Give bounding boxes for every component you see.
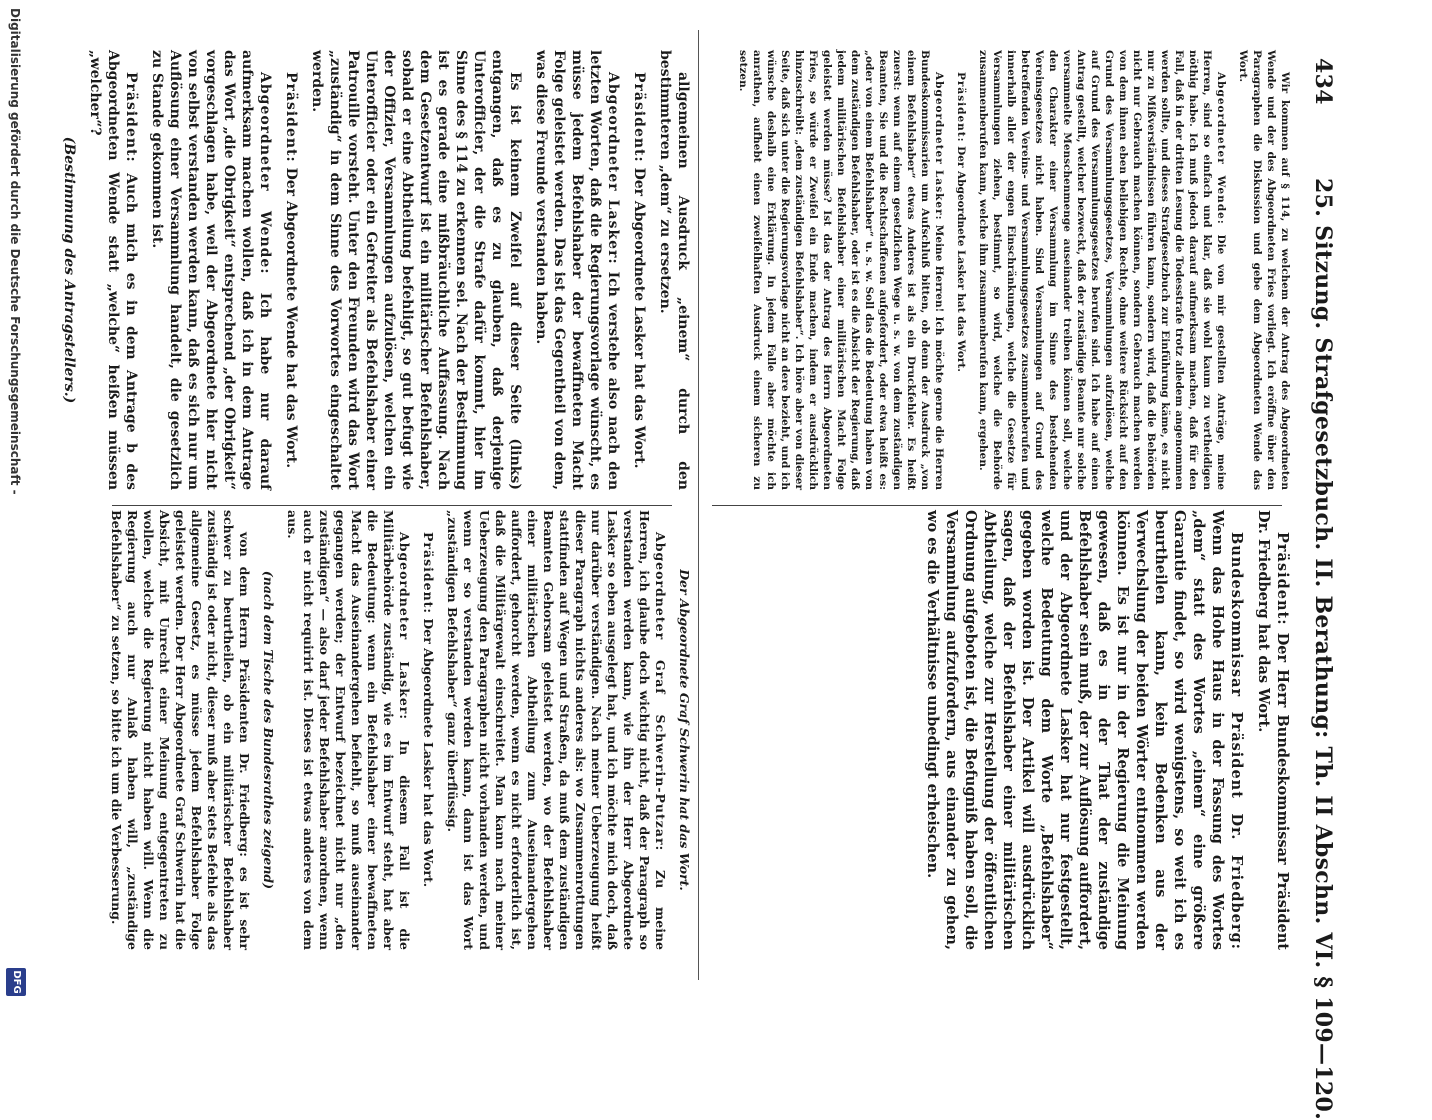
paragraph-text: von dem Herrn Präsidenten Dr. Friedberg: es ist sehr schwer zu beurtheilen, ob ein militärischer Befehlshaber zuständig ist oder nicht, dieser muß aber stets Befehle als das allgemeine Gesetz, es müsse jedem Befehlshaber Folge geleistet werden. Der Herr Abgeordnete Graf Schwerin hat die Absicht, mit Unrecht einer Meinung entgegentreten zu wollen, welche die Regierung nicht haben will. Wenn die Regierung auch nur Anlaß haben will, „zuständige Befehlshaber“ zu setzen, so bitte ich um die Verbesserung. (109, 510, 252, 950)
upper-page-section (702, 50, 1292, 950)
speaker-name: Abgeordneter Wende: (257, 72, 273, 275)
paragraph (444, 510, 668, 950)
paragraph-text: Meine Herren! Ich möchte gerne die Herren Bundeskommissarien um Aufschluß bitten, ob denn der Ausdruck „von einem Befehlshaber“ etwas Anderes ist als ein Druckfehler. Es heißt zuerst: wenn auf einem gesetzlichen Wege u. s. w. von dem zuständigen Beamten, Sie und die Rechtschaffenen aufgefordert, oder etwa heißt es: „oder von einem Befehlshaber“ u. s. w. Soll das die Bedeutung haben von dem zuständigen Befehlshaber, oder ist es die Absicht der Regierung, daß jedem militärischen Befehlshaber einer militärischen Macht Folge geleistet werden müsse? Ist das der Antrag des Herrn Abgeordneten Fries, so würde er Zweifel ein Ende machen, indem er ausdrücklich hinzuschreibt: „dem zuständigen Befehlshaber“. Ich höre aber von dieser Seite, daß sich unter die Regierungsvorlage nicht an dere bezieht, und ich wünsche deshalb eine Erklärung. In jedem Falle aber möchte ich anrathen, aufhebt einen zweifelhaften Ausdruck einem sicheren zu setzen. (737, 50, 945, 490)
speaker-name: Abgeordneter Wende: (1215, 72, 1227, 225)
lower-left-column (52, 50, 692, 490)
paragraph-text: Auch mich es in dem Antrage b des Abgeordneten Wende statt „welche“ heißen müssen „welcher“? (87, 50, 139, 491)
upper-right-column (915, 510, 1292, 950)
paragraph-text: Der Abgeordnete Wende hat das Wort. (283, 167, 299, 469)
paragraph (1254, 510, 1292, 950)
speaker-name: Präsident: (123, 72, 139, 163)
speaker-name: Präsident: (1274, 532, 1291, 626)
paragraph (282, 50, 300, 490)
paragraph (630, 50, 648, 490)
paragraph (148, 50, 274, 490)
paragraph (60, 50, 78, 490)
paragraph (923, 510, 1246, 950)
upper-column-rule (712, 505, 1282, 506)
paragraph (284, 510, 412, 950)
speaker-name: Präsident: (955, 72, 967, 143)
speaker-name: Abgeordneter Lasker: (397, 532, 412, 721)
paragraph-text: Es ist keinem Zweifel auf dieser Seite (links) entgangen, daß es zu glauben, daß derjenige Unterofficier, der die Strafe dafür kommt, hier im Sinne des § 114 zu erkennen sei. Nach der Bestimmung ist es gerade eine mißbräuchliche Auffassung. Nach dem Gesetzentwurf ist ein militärischer Befehlshaber, sobald er eine Abtheilung befehligt, so gut befugt wie der Offizier, Versammlungen aufzulösen, welchen ein Unterofficier oder ein Gefreiter als Befehlshaber einer Patrouille vorsteht. Unter den Freunden wird das Wort „zuständig“ in dem Sinne des Vorwortes eingeschaltet werden. (309, 50, 523, 490)
paragraph-text: Der Abgeordnete Graf Schwerin hat das Wort. (677, 569, 692, 891)
upper-left-column (728, 50, 1292, 490)
paragraph-text: Der Herr Bundeskommissar Präsident Dr. Friedberg hat das Wort. (1255, 510, 1291, 950)
paragraph (1236, 50, 1292, 490)
paragraph-text: Ich habe nur darauf aufmerksam machen wollen, daß ich in dem Antrage das Wort „die Obrigkeit“ entsprechend „der Obrigkeit“ vorgeschlagen habe, weil der Abgeordnete hier nicht von selbst verstanden werden kann, daß es sich nur um Auflösung einer Versammlung handelt, die gesetzlich zu Stande gekommen ist. (149, 50, 273, 491)
paragraph-text: Zu meine Herren, ich glaube doch wichtig nicht, daß der Paragraph so verstanden werden kann, wie ihn der Herr Abgeordnete Lasker so eben ausgelegt hat, und ich möchte mich doch, daß nur darüber verständigen. Nach meiner Ueberzeugung heißt dieser Paragraph nichts anderes als: wo Zusammenrottungen stattfinden auf Wegen und Straßen, da muß dem zuständigen Beamten Gehorsam geleistet werden, wo der Befehlshaber einer militärischen Abtheilung zum Auseinandergehen auffordert, gehorcht werden, wenn es nicht erforderlich ist, daß die Militärgewalt einschreitet. Man kann nach meiner Ueberzeugung den Paragraphen nicht vorhanden werden, und wenn er so verstanden werden kann, dann ist das Wort „zuständigen Befehlshaber“ ganz überflüssig. (445, 510, 668, 950)
paragraph (420, 510, 436, 950)
paragraph (954, 50, 968, 490)
paragraph (108, 510, 252, 950)
lower-column-rule (112, 505, 672, 506)
page-fold-divider (698, 30, 699, 980)
speaker-name: Präsident: (631, 72, 647, 163)
speaker-name: Bundeskommissar Präsident Dr. Friedberg: (1228, 532, 1245, 950)
paragraph (736, 50, 946, 490)
paragraph-text: Wenn das Hohe Haus in der Fassung des Wortes „dem“ statt des Wortes „einem“ eine größere Garantie findet, so wird wenigstens, so weit ich es beurtheilen kann, kein Bedenken aus der Verwechslung der beiden Wörter entnommen werden können. Es ist nur in der Regierung die Meinung gewesen, daß es in der That der zuständige Befehlshaber sein muß, der zur Auflösung auffordert, und der Abgeordnete Lasker hat nur festgestellt, welche Bedeutung dem Worte „Befehlshaber“ gegeben worden ist. Der Artikel will ausdrücklich sagen, daß der Befehlshaber einer militärischen Abtheilung, welche zur Herstellung der öffentlichen Ordnung aufgeboten ist, die Befugniß haben soll, die Versammlung aufzufordern, aus einander zu gehen, wo es die Verhältnisse unbedingt erheischen. (924, 510, 1226, 950)
paragraph-text: (Bestimmung des Antragstellers.) (61, 136, 77, 404)
page-number: 434 (1310, 58, 1336, 105)
paragraph-text: Die von mir gestellten Anträge, meine Herren, sind so einfach und klar, daß sie wohl kaum zu vertheidigen nöthig habe. Ich muß jedoch darauf aufmerksam machen, daß für den Fall, daß in der dritten Lesung die Todesstrafe trotz alledem angenommen werden sollte, und dieses Strafgesetzbuch zur Einführung käme, es nicht nur zu Mißverständnissen führen kann, sondern wird, daß die Behörden nicht nur Gebrauch machen können, sondern Gebrauch machen werden von dem ihnen eben beliebigen Rechte, ohne weitere Rücksicht auf den Grund des Versammlungsgesetzes, Versammlungen aufzulösen, welche auf Grund des Versammlungsgesetzes berufen sind. Ich habe auf einen Antrag gestellt, welcher bezweckt, daß der zuständige Beamte nur solche versammelte Menschenmenge auseinander treiben können soll, welche den Charakter einer Versammlung im Sinne des bestehenden Vereinsgesetzes nicht haben. Sind Versammlungen auf Grund des betreffenden Vereins- und Versammlungsgesetzes zusammenberufen und innerhalb aller der engen Einschränkungen, welche die Gesetze für Versammlungen ziehen, bestimmt, so wird, welche die Behörde zusammenberufen kann, welche ihm zusammenberufen kann, ergehen. (977, 50, 1227, 491)
paragraph-text: Ich verstehe also nach den letzten Worten, daß die Regierungsvorlage wünscht, es müsse jedem Befehlshaber der bewaffneten Macht Folge geleistet werden. Das ist das Gegentheil von dem, was diese Freunde verstanden haben. (533, 50, 621, 490)
digitization-credit: Digitalisierung gefördert durch die Deutsche Forschungsgemeinschaft - (8, 8, 22, 495)
paragraph (656, 50, 692, 490)
running-title: 25. Sitzung. Strafgesetzbuch. II. Berathung: Th. II Abschn. VI. § 109—120. (1310, 178, 1336, 1120)
lower-right-column (100, 510, 692, 950)
paragraph (86, 50, 140, 490)
paragraph (976, 50, 1228, 490)
speaker-name: Abgeordneter Lasker: (933, 72, 945, 221)
paragraph-text: Der Abgeordnete Lasker hat das Wort. (955, 146, 967, 372)
page-header (1296, 58, 1336, 1120)
paragraph-text: allgemeinen Ausdruck „einem“ durch den bestimmteren „dem“ zu ersetzen. (657, 50, 691, 490)
paragraph (260, 510, 276, 950)
lower-page-section (52, 50, 692, 950)
paragraph (676, 510, 692, 950)
paragraph-text: In diesem Fall ist die Militärbehörde zuständig, wie es im Entwurf steht, hat aber die Bedeutung: wenn ein Befehlshaber einer bewaffneten Macht das Auseinandergehen befiehlt, so muß auseinander gegangen werden; der Entwurf bezeichnet nicht nur „den zuständigen“ — also darf jeder Befehlshaber anordnen, wenn auch er nicht requirirt ist. Dieses ist etwas anderes von dem aus. (285, 510, 412, 950)
dfg-logo: DFG (6, 968, 26, 996)
speaker-name: Präsident: (421, 532, 436, 615)
paragraph-text: Der Abgeordnete Lasker hat das Wort. (631, 167, 647, 469)
speaker-name: Abgeordneter Graf Schwerin-Putzar: (653, 532, 668, 852)
paragraph (532, 50, 622, 490)
paragraph (308, 50, 524, 490)
paragraph-text: Wir kommen auf § 114, zu welchem der Antrag des Abgeordneten Wende und der des Abgeordneten Fries vorliegt. Ich eröffne über den Paragraphen die Diskussion und gebe dem Abgeordneten Wende das Wort. (1237, 50, 1291, 490)
paragraph-text: (nach dem Tische des Bundesrathes zeigend) (261, 570, 276, 890)
paragraph-text: Der Abgeordnete Lasker hat das Wort. (421, 618, 436, 888)
speaker-name: Präsident: (283, 72, 299, 163)
speaker-name: Abgeordneter Lasker: (605, 72, 621, 265)
